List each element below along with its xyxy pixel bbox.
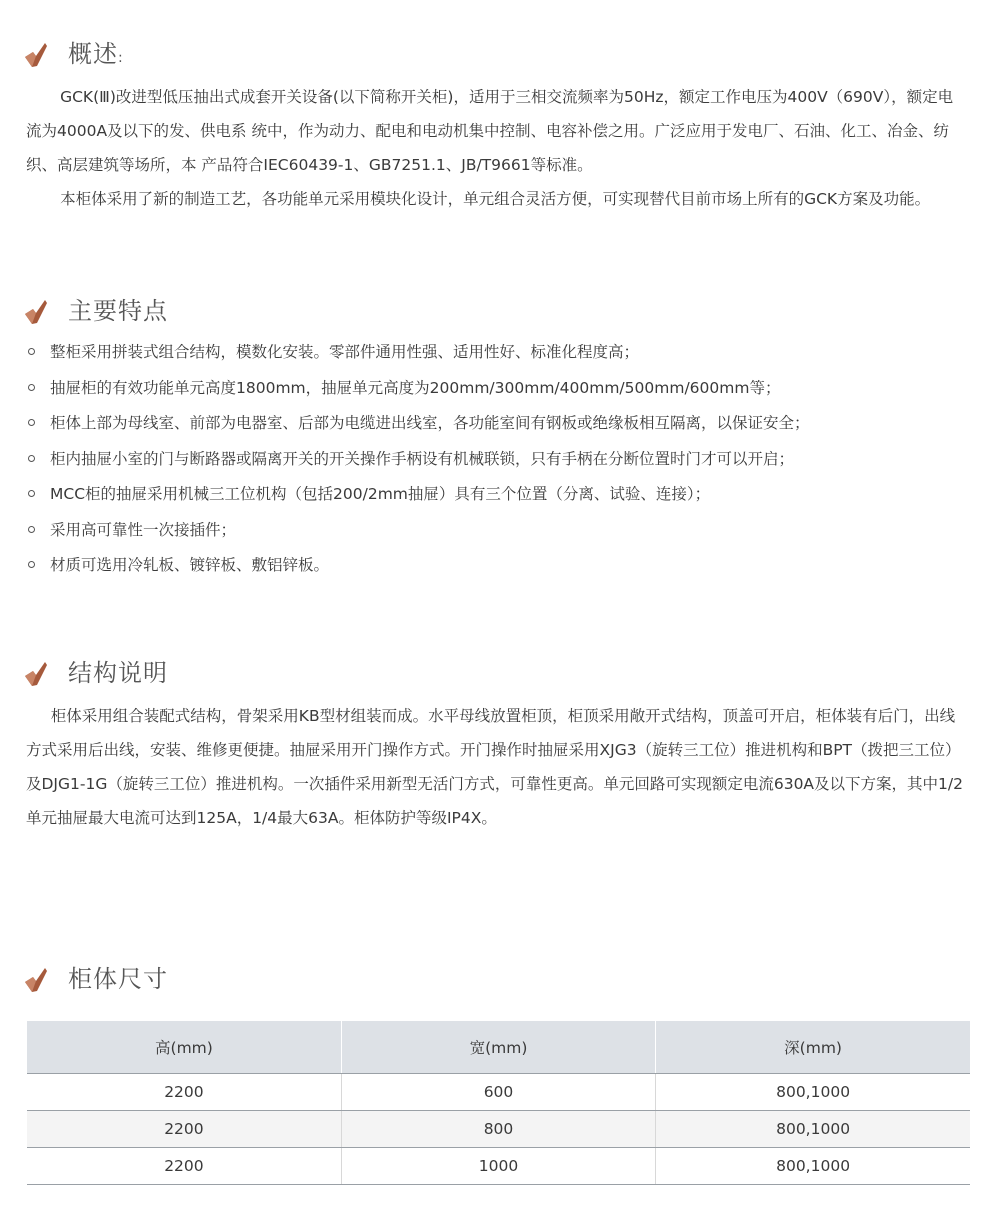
list-item: 采用高可靠性一次接插件；	[28, 513, 971, 549]
overview-paragraph-1: GCK(Ⅲ)改进型低压抽出式成套开关设备(以下简称开关柜)，适用于三相交流频率为50Hz，额定工作电压为400V（690V），额定电流为4000A及以下的发、供电系 统中，作为动力、配电和电动机集中控制、电容补偿之用。广泛应用于发电厂、石油、化工、冶金、纺织、高层建筑等场所，本 产品符合IEC60439-1、GB7251.1、JB/T9661等标准。	[26, 88, 954, 174]
list-item: 抽屉柜的有效功能单元高度1800mm，抽屉单元高度为200mm/300mm/400mm/500mm/600mm等；	[28, 371, 971, 407]
table-cell: 600	[341, 1074, 655, 1111]
column-header-depth: 深(mm)	[656, 1021, 970, 1074]
table-cell: 800,1000	[656, 1111, 970, 1148]
table-cell: 1000	[341, 1148, 655, 1185]
list-item: 整柜采用拼装式组合结构，模数化安装。零部件通用性强、适用性好、标准化程度高；	[28, 335, 971, 371]
bullet-circle-icon	[28, 419, 35, 426]
bullet-circle-icon	[28, 384, 35, 391]
column-header-width: 宽(mm)	[341, 1021, 655, 1074]
dimensions-heading	[0, 963, 991, 999]
table-row	[27, 1111, 970, 1148]
overview-section	[0, 38, 991, 216]
list-item: 柜内抽屉小室的门与断路器或隔离开关的开关操作手柄设有机械联锁，只有手柄在分断位置时门才可以开启；	[28, 442, 971, 478]
features-title: 主要特点	[68, 297, 168, 325]
list-item: 材质可选用冷轧板、镀锌板、敷铝锌板。	[28, 548, 971, 584]
check-tick-icon	[22, 297, 48, 327]
dimensions-table	[27, 1021, 970, 1185]
bullet-circle-icon	[28, 526, 35, 533]
table-cell: 2200	[27, 1111, 341, 1148]
check-tick-icon	[22, 40, 48, 70]
table-cell: 2200	[27, 1074, 341, 1111]
overview-paragraph-2: 本柜体采用了新的制造工艺，各功能单元采用模块化设计，单元组合灵活方便，可实现替代目前市场上所有的GCK方案及功能。	[60, 190, 931, 208]
bullet-circle-icon	[28, 490, 35, 497]
table-cell: 2200	[27, 1148, 341, 1185]
bullet-circle-icon	[28, 348, 35, 355]
list-item: 柜体上部为母线室、前部为电器室、后部为电缆进出线室，各功能室间有钢板或绝缘板相互隔离，以保证安全；	[28, 406, 971, 442]
table-cell: 800,1000	[656, 1074, 970, 1111]
overview-title: 概述:	[68, 40, 124, 68]
structure-heading	[0, 657, 991, 693]
dimensions-title: 柜体尺寸	[68, 965, 168, 993]
structure-title: 结构说明	[68, 659, 168, 687]
table-row	[27, 1074, 970, 1111]
list-item: MCC柜的抽屉采用机械三工位机构（包括200/2mm抽屉）具有三个位置（分离、试验、连接）；	[28, 477, 971, 513]
structure-paragraph: 柜体采用组合装配式结构，骨架采用KB型材组装而成。水平母线放置柜顶，柜顶采用敞开式结构，顶盖可开启，柜体装有后门，出线方式采用后出线，安装、维修更便捷。抽屉采用开门操作方式。开门操作时抽屉采用XJG3（旋转三工位）推进机构和BPT（拨把三工位）及DJG1-1G（旋转三工位）推进机构。一次插件采用新型无活门方式，可靠性更高。单元回路可实现额定电流630A及以下方案，其中1/2单元抽屉最大电流可达到125A，1/4最大63A。柜体防护等级IP4X。	[26, 707, 963, 827]
table-row	[27, 1148, 970, 1185]
structure-section	[0, 657, 991, 835]
features-list	[0, 335, 991, 584]
features-heading	[0, 295, 991, 331]
bullet-circle-icon	[28, 455, 35, 462]
column-header-height: 高(mm)	[27, 1021, 341, 1074]
check-tick-icon	[22, 659, 48, 689]
bullet-circle-icon	[28, 561, 35, 568]
dimensions-section	[0, 963, 991, 999]
table-cell: 800	[341, 1111, 655, 1148]
table-header-row	[27, 1021, 970, 1074]
check-tick-icon	[22, 965, 48, 995]
table-cell: 800,1000	[656, 1148, 970, 1185]
features-section	[0, 295, 991, 584]
overview-heading	[0, 38, 991, 74]
